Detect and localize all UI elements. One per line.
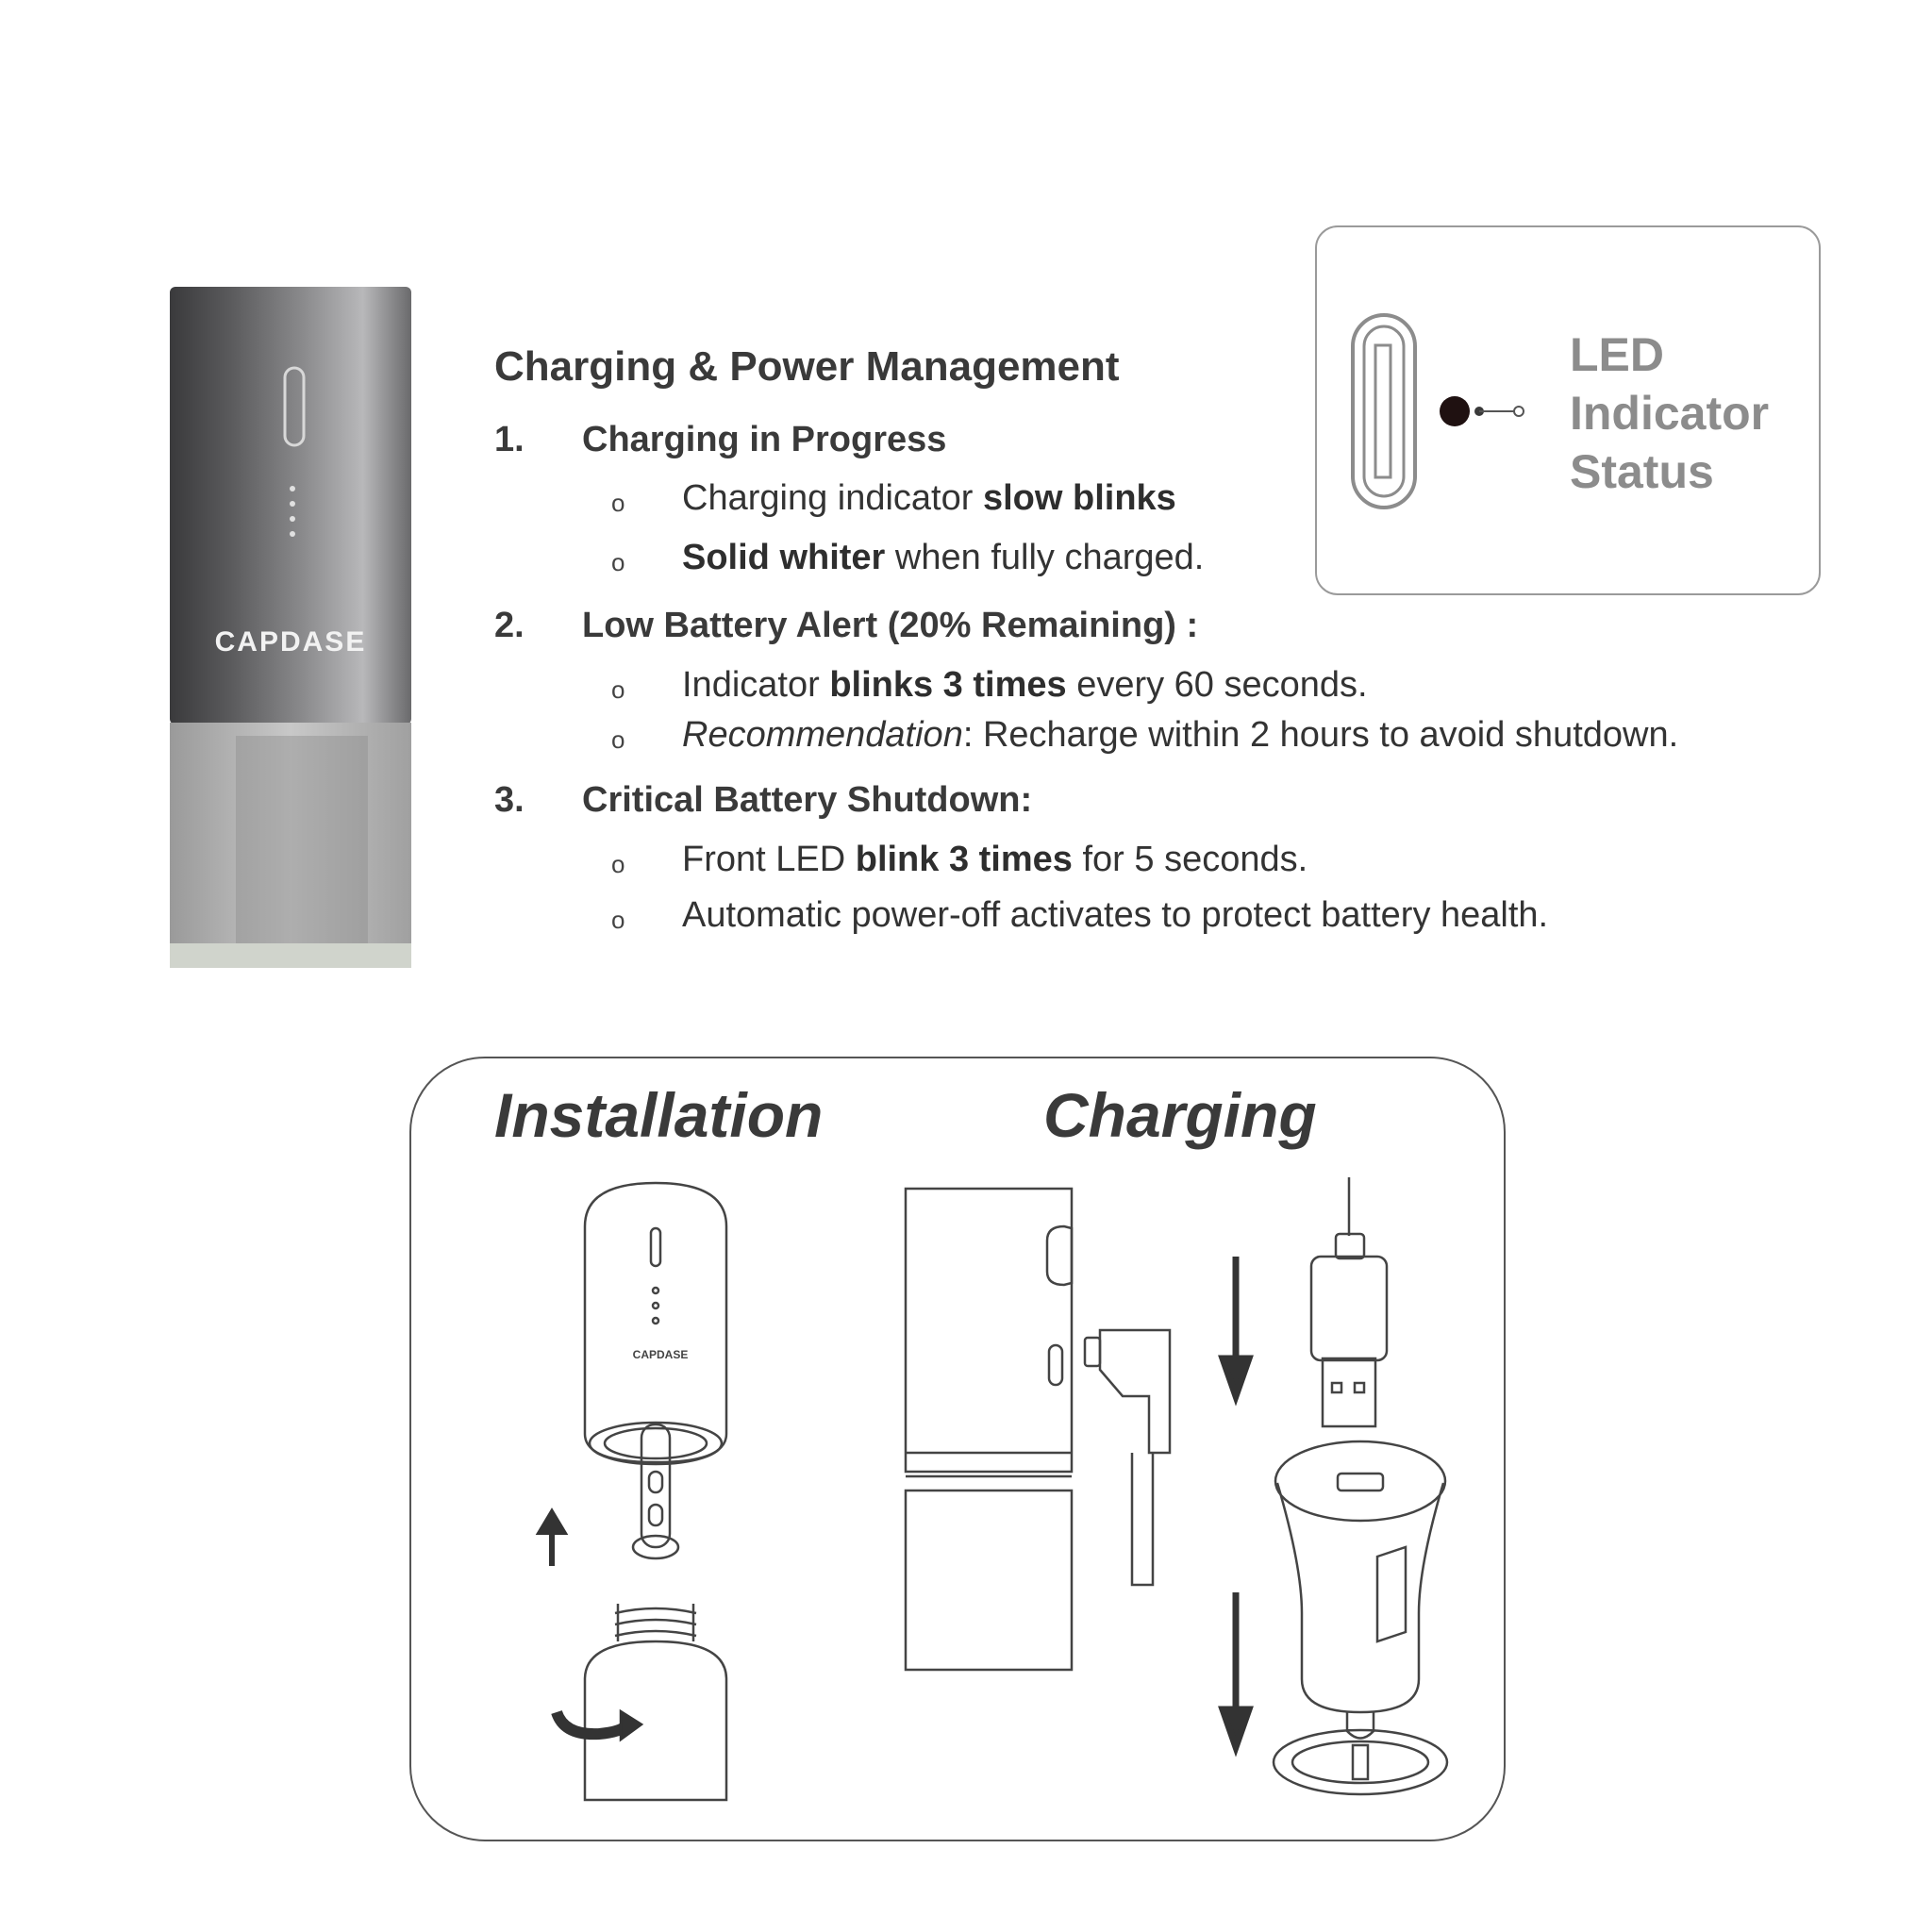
bullet-text: Automatic power-off activates to protect battery health. [682,895,1549,935]
section-title: Charging & Power Management [494,343,1120,390]
rotate-arrow-icon [557,1712,628,1734]
led-indicator-diagram [1349,311,1538,519]
installation-illustration [509,1170,792,1811]
installation-title: Installation [494,1080,824,1150]
bullet-text: Solid whiter when fully charged. [682,538,1205,577]
bullet-text: Recommendation: Recharge within 2 hours to avoid shutdown. [682,715,1679,755]
bullet-icon: o [611,906,625,934]
item-number: 3. [494,780,525,820]
item-title: Low Battery Alert (20% Remaining) : [582,606,1199,645]
bullet-icon: o [611,548,625,576]
bullet-icon: o [611,675,625,704]
product-image [168,283,417,972]
bullet-icon: o [611,725,625,754]
car-charger-icon [1274,1441,1447,1794]
brand-logo: CAPDASE [214,626,367,658]
arrow-up-icon [541,1513,563,1566]
led-indicator-title: LED Indicator Status [1570,328,1770,498]
arrow-down-icon [1223,1592,1249,1747]
bullet-text: Charging indicator slow blinks [682,478,1176,518]
item-title: Charging in Progress [582,420,947,459]
bullet-icon: o [611,850,625,878]
item-number: 2. [494,606,525,645]
charging-illustration [896,1170,1462,1811]
bullet-icon: o [611,489,625,517]
usb-plug-icon [1311,1177,1387,1426]
item-number: 1. [494,420,525,459]
arrow-down-icon [1223,1257,1249,1396]
led-dot-icon [1440,396,1470,426]
bullet-text: Front LED blink 3 times for 5 seconds. [682,840,1308,879]
item-title: Critical Battery Shutdown: [582,780,1033,820]
small-logo: CAPDASE [632,1348,689,1361]
bullet-text: Indicator blinks 3 times every 60 seconds. [682,665,1368,705]
charging-title: Charging [1043,1080,1317,1150]
